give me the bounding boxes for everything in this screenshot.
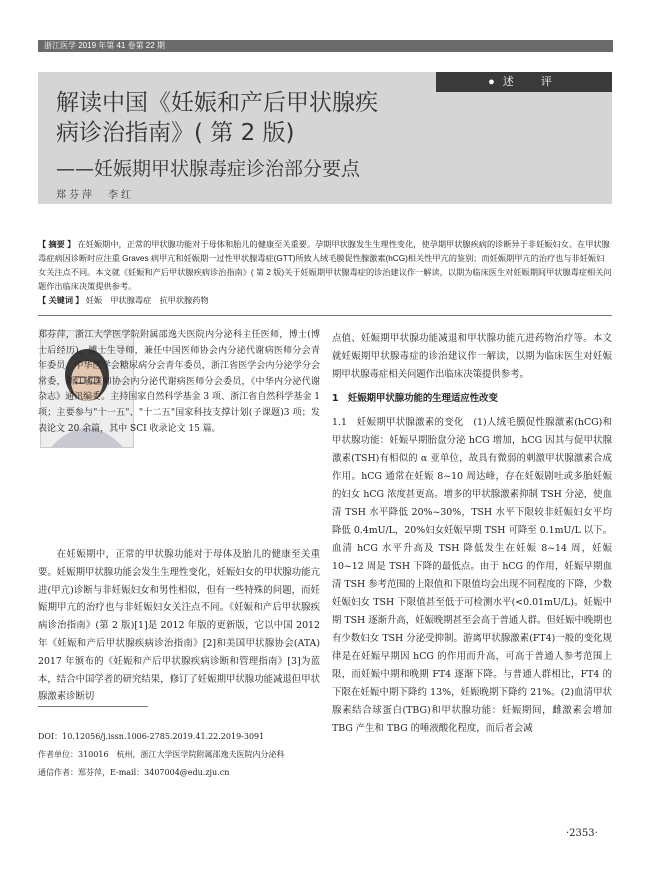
keywords (38, 294, 612, 308)
page-number: ·2353· (566, 828, 598, 839)
footnote-unit: 作者单位：310016 杭州，浙江大学医学院附属邵逸夫医院内分泌科 (38, 750, 285, 759)
author-bio-text: 郑芬萍，浙江大学医学院附属邵逸夫医院内分泌科主任医师，博士(博士后经历)、博士生导师，兼任中国医师协会内分泌代谢病医师分会青年委员，中华医学会糖尿病分会青年委员，浙江省医学会内分泌学分会常委，浙江省医师协会内分泌代谢病医师分会委员，《中华内分泌代谢杂志》通讯编委。主持国家自然科学基金 3 项、浙江省自然科学基金 1 项；主要参与"十一五"、"十二五"国家科技支撑计划(子课题)3 项；发表论文 20 余篇，其中 SCI 收录论文 15 篇。 (38, 330, 320, 434)
keywords-text: 妊娠 甲状腺毒症 抗甲状腺药物 (85, 296, 209, 305)
abstract-label: 【 摘要 】 (38, 240, 76, 249)
footnote-contact: 通信作者：郑芬萍，E-mail：3407004@edu.zju.cn (38, 768, 230, 777)
article-title (56, 88, 456, 148)
right-intro: 点值、妊娠期甲状腺功能减退和甲状腺功能亢进药物治疗等。本文就妊娠期甲状腺毒症的诊治建议作一解读，以期为临床医生对妊娠期甲状腺毒症相关问题作出临床决策提供参考。 (332, 333, 612, 380)
title-line-1: 解读中国《妊娠和产后甲状腺疾 (56, 90, 378, 116)
right-body: 1.1 妊娠期甲状腺激素的变化 (1)人绒毛膜促性腺激素(hCG)和甲状腺功能：妊娠早期胎盘分泌 hCG 增加，hCG 因其与促甲状腺激素(TSH)有相似的 α 亚单位，故具有微弱的刺激甲状腺激素合成作用。hCG 通常在妊娠 8~10 周达峰，存在妊娠剧吐或多胎妊娠的妇女 hCG 浓度甚更高。增多的甲状腺激素抑制 TSH 分泌，使血清 TSH 水平降低 20%~30%，TSH 水平下限较非妊娠妇女平均降低 0.4mU/L，20%妇女妊娠早期 TSH 可降至 0.1mU/L 以下。血清 hCG 水平升高及 TSH 降低发生在妊娠 8~14 周，妊娠 10~12 周是 TSH 下降的最低点。由于 hCG 的作用，妊娠早期血清 TSH 参考范围的上限值和下限值均会出现不同程度的下降，少数妊娠妇女 TSH 下限值甚至低于可检测水平(<0.01mU/L)。妊娠中期 TSH 逐渐升高，妊娠晚期甚至会高于普通人群。但妊娠中晚期也有少数妇女 TSH 分泌受抑制。游离甲状腺激素(FT4)一般的变化规律是在妊娠早期因 hCG 的作用而升高，可高于普通人参考范围上限，而妊娠中期和晚期 FT4 逐渐下降。与普通人群相比，FT4 的下限在妊娠中期下降约 13%，妊娠晚期下降约 21%。(2)血清甲状腺素结合球蛋白(TBG)和甲状腺功能：妊娠期间，雌激素会增加 TBG 产生和 TBG 的唾液酸化程度，而后者会减 (332, 417, 612, 734)
footnotes (38, 728, 320, 782)
abstract-divider (38, 315, 612, 316)
body-text-right (332, 330, 612, 738)
abstract-text: 在妊娠期中，正常的甲状腺功能对于母体和胎儿的健康至关重要。孕期甲状腺发生生理性变化，使孕期甲状腺疾病的诊断异于非妊娠妇女。在甲状腺毒症病因诊断时应注重 Graves 病甲亢和妊娠期一过性甲状腺毒症(GTT)所致人绒毛膜促性腺激素(hCG)相关性甲亢的鉴别；而妊娠期甲亢的治疗也与非妊娠妇女关注点不同。本文就《妊娠和产后甲状腺疾病诊治指南》( 第 2 版)关于妊娠期甲状腺毒症的诊治建议作一解读，以期为临床医生对妊娠期间甲状腺毒症相关问题作出临床决策提供参考。 (38, 240, 612, 291)
section-heading-1: 1 妊娠期甲状腺功能的生理适应性改变 (332, 393, 498, 404)
abstract (38, 238, 612, 294)
body-text-left: 在妊娠期中，正常的甲状腺功能对于母体及胎儿的健康至关重要。妊娠期甲状腺功能会发生生理性变化，妊娠妇女的甲状腺功能亢进(甲亢)诊断与非妊娠妇女和男性相似，但有一些特殊的问题，而妊娠期甲亢的治疗也与非妊娠妇女关注点不同。《妊娠和产后甲状腺疾病诊治指南》(第 2 版)[1]是 2012 年版的更新版，它以中国 2012 年《妊娠和产后甲状腺疾病诊治指南》[2]和美国甲状腺协会(ATA) 2017 年颁布的《妊娠和产后甲状腺疾病诊断和管理指南》[3]为蓝本，结合中国学者的研究结果，修订了妊娠期甲状腺功能减退但甲状腺激素诊断切 (38, 549, 320, 703)
article-subtitle: ——妊娠期甲状腺毒症诊治部分要点 (56, 158, 361, 180)
journal-header-strip: 浙江医学 2019 年第 41 卷第 22 期 (38, 40, 613, 52)
footnote-doi: DOI：10.12056/j.issn.1006-2785.2019.41.22.2019-3091 (38, 732, 265, 741)
footnote-rule (38, 706, 148, 707)
author-bio (38, 328, 320, 437)
authors: 郑芬萍 李红 (56, 190, 134, 201)
title-line-2: 病诊治指南》( 第 2 版) (56, 120, 295, 146)
keywords-label: 【 关键词 】 (38, 296, 84, 305)
section-tag: ●述 评 (436, 72, 612, 92)
